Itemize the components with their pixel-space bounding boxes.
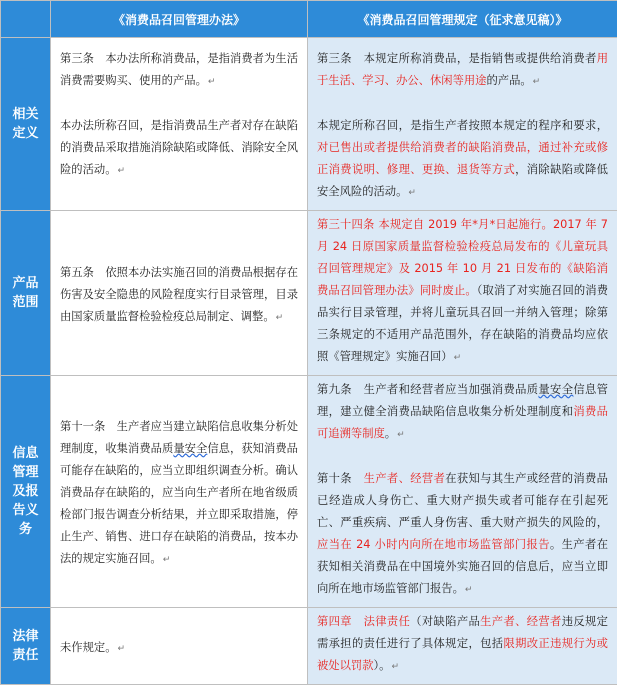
return-mark-icon: ↵ — [465, 585, 473, 595]
category-legal-liability: 法律责任 — [1, 608, 51, 685]
table-row-definitions — [1, 38, 617, 211]
return-mark-icon: ↵ — [276, 313, 284, 323]
text-article-5-left: 第五条 依照本办法实施召回的消费品根据存在伤害及安全隐患的风险程度实行目录管理，目录由国家质量监督检验检疫总局制定、调整。 — [60, 266, 298, 323]
cell-scope-left — [51, 211, 308, 376]
table-row-legal-liability — [1, 608, 617, 685]
cell-scope-right: 第三十四条 本规定自 2019 年*月*日起施行。2017 年 7 月 24 日原国家质量监督检验检疫总局发布的《儿童玩具召回管理规定》及 2015 年 10 月 21 日发布的《缺陷消费品召回管理办法》同时废止。（取消了对实施召回的消费品实行目录管理，并将儿童玩具召回一并纳入管理；除第三条规定的不适用产品范围外，存在缺陷的消费品均应依照《管理规定》实施召回）↵ — [308, 211, 617, 376]
category-definitions: 相关定义 — [1, 38, 51, 211]
cell-legal-left — [51, 608, 308, 685]
text-article-3-left: 第三条 本办法所称消费品，是指消费者为生活消费需要购买、使用的产品。 — [60, 52, 298, 87]
return-mark-icon: ↵ — [454, 353, 462, 363]
cell-legal-right: 第四章 法律责任（对缺陷产品生产者、经营者违反规定需承担的责任进行了具体规定，包括限期改正违规行为或被处以罚款）。↵ — [308, 608, 617, 685]
category-product-scope: 产品范围 — [1, 211, 51, 376]
return-mark-icon: ↵ — [208, 77, 216, 87]
return-mark-icon: ↵ — [391, 662, 399, 672]
return-mark-icon: ↵ — [118, 644, 126, 654]
cell-definitions-left — [51, 38, 308, 211]
cell-definitions-right: 第三条 本规定所称消费品，是指销售或提供给消费者用于生活、学习、办公、休闲等用途的产品。↵ 本规定所称召回，是指生产者按照本规定的程序和要求，对已售出或者提供给消费者的缺陷消费品，通过补充或修正消费说明、修理、更换、退货等方式，消除缺陷或降低安全风险的活动。↵ — [308, 38, 617, 211]
cell-info-left: 第十一条 生产者应当建立缺陷信息收集分析处理制度，收集消费品质量安全信息，获知消费品可能存在缺陷的，应当立即组织调查分析。确认消费品存在缺陷的，应当向生产者所在地省级质检部门报告调查分析结果，并立即采取措施，停止生产、销售、进口存在缺陷的消费品，按本办法的规定实施召回。↵ — [51, 376, 308, 608]
table-row-product-scope — [1, 211, 617, 376]
text-recall-definition-left: 本办法所称召回，是指消费品生产者对存在缺陷的消费品采取措施消除缺陷或降低、消除安全风险的活动。 — [60, 119, 298, 176]
return-mark-icon: ↵ — [163, 555, 171, 565]
return-mark-icon: ↵ — [397, 430, 405, 440]
category-info-management: 信息管理及报告义务 — [1, 376, 51, 608]
header-row — [1, 1, 617, 38]
cell-info-right: 第九条 生产者和经营者应当加强消费品质量安全信息管理，建立健全消费品缺陷信息收集分析处理制度和消费品可追溯等制度。↵ 第十条 生产者、经营者在获知与其生产或经营的消费品已经造成人身伤亡、重大财产损失或者可能存在引起死亡、严重疾病、严重人身伤害、重大财产损失的风险的，应当在 24 小时内向所在地市场监管部门报告。生产者在获知相关消费品在中国境外实施召回的信息后，应当立即向所在地市场监管部门报告。↵ — [308, 376, 617, 608]
return-mark-icon: ↵ — [118, 166, 126, 176]
text-not-specified: 未作规定。 — [60, 641, 117, 654]
return-mark-icon: ↵ — [408, 188, 416, 198]
header-corner — [1, 1, 51, 38]
return-mark-icon: ↵ — [533, 77, 541, 87]
header-col-draft-regulation: 《消费品召回管理规定（征求意见稿）》 — [308, 1, 617, 38]
header-col-regulation-2016: 《消费品召回管理办法》 — [51, 1, 308, 38]
table-row-info-management — [1, 376, 617, 608]
